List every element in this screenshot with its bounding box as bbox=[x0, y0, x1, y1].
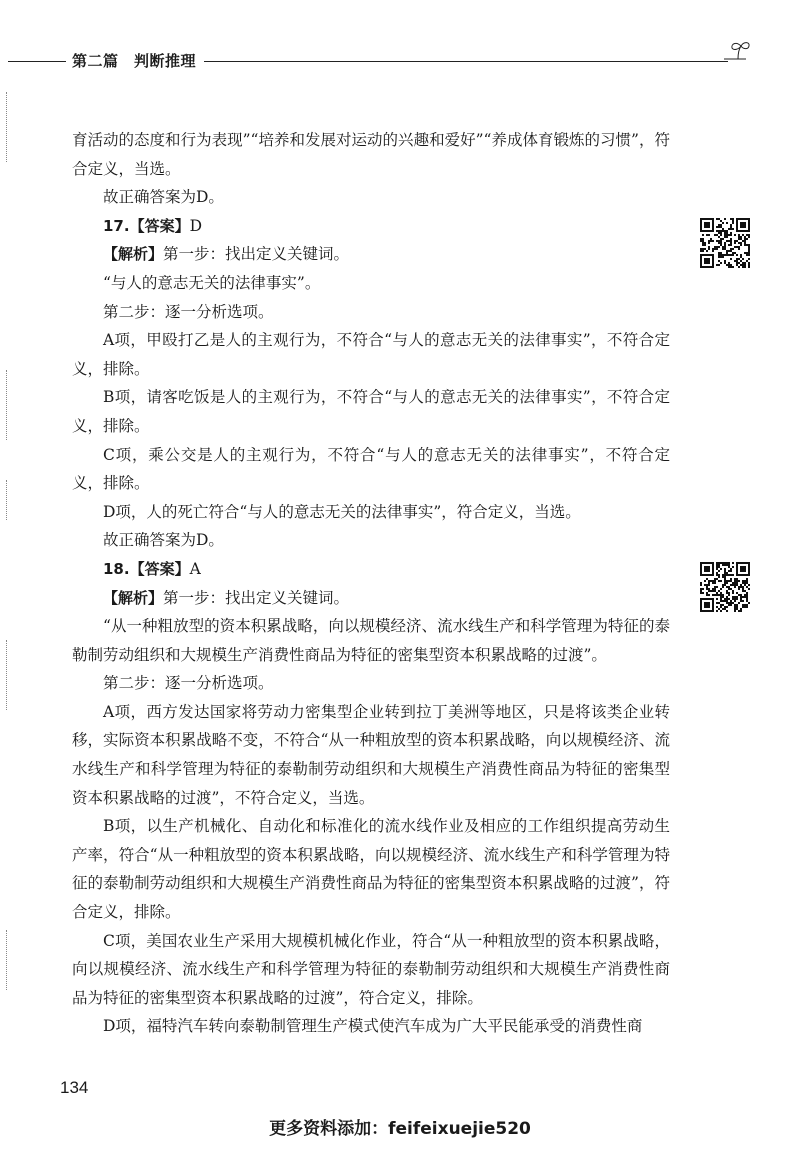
paragraph-text: D项，福特汽车转向泰勒制管理生产模式使汽车成为广大平民能承受的消费性商 bbox=[103, 1017, 643, 1036]
paragraph-text: 第二步：逐一分析选项。 bbox=[103, 302, 274, 321]
paragraph-text: B项，请客吃饭是人的主观行为，不符合“与人的意志无关的法律事实”，不符合定义，排除。 bbox=[72, 388, 670, 435]
paragraph bbox=[72, 212, 670, 241]
footer-note: 更多资料添加：feifeixuejie520 bbox=[269, 1119, 531, 1139]
paragraph bbox=[72, 326, 670, 383]
paragraph bbox=[72, 126, 670, 183]
paragraph-text: “与人的意志无关的法律事实”。 bbox=[103, 273, 321, 292]
sprout-icon bbox=[722, 40, 752, 66]
paragraph bbox=[72, 183, 670, 212]
section-title: 第二篇 判断推理 bbox=[72, 52, 197, 70]
paragraph bbox=[72, 698, 670, 812]
paragraph bbox=[72, 1012, 670, 1041]
paragraph-text: A bbox=[189, 559, 201, 578]
paragraph bbox=[72, 298, 670, 327]
page-number: 134 bbox=[60, 1078, 89, 1097]
paragraph-text: D项，人的死亡符合“与人的意志无关的法律事实”，符合定义，当选。 bbox=[103, 502, 581, 521]
paragraph-text: B项，以生产机械化、自动化和标准化的流水线作业及相应的工作组织提高劳动生产率，符合“从一种粗放型的资本积累战略，向以规模经济、流水线生产和科学管理为特征的泰勒制劳动组织和大规模生产消费性商品为特征的密集型资本积累战略的过渡”，符合定义，排除。 bbox=[72, 817, 670, 922]
binding-dots bbox=[6, 370, 9, 440]
binding-dots bbox=[6, 92, 9, 162]
qr-code-icon[interactable] bbox=[700, 562, 750, 612]
answer-tag: 18.【答案】 bbox=[103, 559, 190, 578]
paragraph-text: 第一步：找出定义关键词。 bbox=[163, 588, 350, 607]
paragraph bbox=[72, 269, 670, 298]
page-header bbox=[0, 48, 752, 72]
qr-code-icon[interactable] bbox=[700, 218, 750, 268]
paragraph-text: 第一步：找出定义关键词。 bbox=[163, 245, 350, 264]
paragraph bbox=[72, 441, 670, 498]
paragraph bbox=[72, 383, 670, 440]
binding-dots bbox=[6, 930, 9, 990]
header-rule-left bbox=[8, 61, 66, 62]
paragraph bbox=[72, 526, 670, 555]
paragraph-text: 第二步：逐一分析选项。 bbox=[103, 674, 274, 693]
paragraph-text: A项，西方发达国家将劳动力密集型企业转到拉丁美洲等地区，只是将该类企业转移，实际资本积累战略不变，不符合“从一种粗放型的资本积累战略，向以规模经济、流水线生产和科学管理为特征的泰勒制劳动组织和大规模生产消费性商品为特征的密集型资本积累战略的过渡”，不符合定义，当选。 bbox=[72, 702, 670, 807]
paragraph-text: 故正确答案为D。 bbox=[103, 531, 224, 550]
paragraph bbox=[72, 669, 670, 698]
paragraph bbox=[72, 498, 670, 527]
paragraph bbox=[72, 812, 670, 926]
page-body bbox=[72, 126, 670, 1041]
paragraph bbox=[72, 612, 670, 669]
header-rule-right bbox=[204, 61, 728, 62]
paragraph bbox=[72, 584, 670, 613]
binding-dots bbox=[6, 640, 9, 710]
paragraph-text: “从一种粗放型的资本积累战略，向以规模经济、流水线生产和科学管理为特征的泰勒制劳动组织和大规模生产消费性商品为特征的密集型资本积累战略的过渡”。 bbox=[72, 617, 670, 664]
answer-tag: 【解析】 bbox=[103, 588, 164, 607]
paragraph-text: 育活动的态度和行为表现”“培养和发展对运动的兴趣和爱好”“养成体育锻炼的习惯”，符合定义，当选。 bbox=[72, 131, 670, 178]
paragraph-text: C项，乘公交是人的主观行为，不符合“与人的意志无关的法律事实”，不符合定义，排除。 bbox=[72, 445, 670, 493]
paragraph bbox=[72, 927, 670, 1013]
paragraph-text: C项，美国农业生产采用大规模机械化作业，符合“从一种粗放型的资本积累战略，向以规模经济、流水线生产和科学管理为特征的泰勒制劳动组织和大规模生产消费性商品为特征的密集型资本积累战略的过渡”，符合定义，排除。 bbox=[72, 931, 670, 1007]
paragraph-text: 故正确答案为D。 bbox=[103, 188, 224, 207]
paragraph bbox=[72, 555, 670, 584]
paragraph-text: D bbox=[189, 216, 203, 235]
paragraph-text: A项，甲殴打乙是人的主观行为，不符合“与人的意志无关的法律事实”，不符合定义，排除。 bbox=[72, 331, 670, 378]
answer-tag: 【解析】 bbox=[103, 245, 164, 264]
binding-dots bbox=[6, 480, 9, 520]
answer-tag: 17.【答案】 bbox=[103, 216, 190, 235]
paragraph bbox=[72, 240, 670, 269]
